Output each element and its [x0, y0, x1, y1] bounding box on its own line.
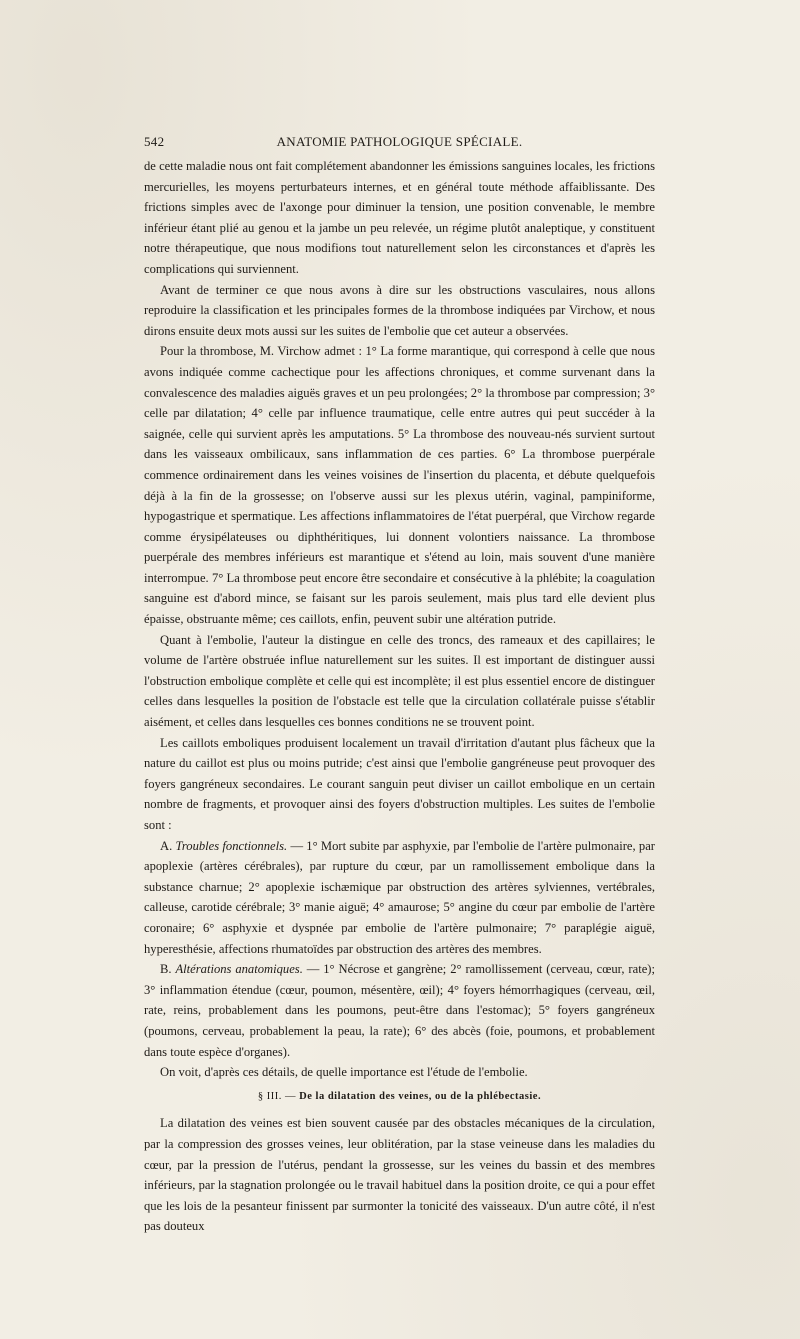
paragraph: Les caillots emboliques produisent localement un travail d'irritation d'autant plus fâcheux que la nature du caillot est plus ou moins putride; c'est ainsi que l'embolie gangréneuse peut provoquer des foyers gangréneux secondaires. Le courant sanguin peut diviser un caillot embolique en un certain nombre de fragments, et provoquer ainsi des foyers d'obstruction multiples. Les suites de l'embolie sont : — [144, 735, 655, 832]
item-label: B. — [160, 962, 172, 977]
paragraph: La dilatation des veines est bien souvent causée par des obstacles mécaniques de la circulation, par la compression des grosses veines, leur oblitération, par la stase veineuse dans les maladies du cœur, par la pression de l'utérus, pendant la grossesse, sur les veines du bassin et des membres inférieurs, par la stagnation prolongée ou le travail habituel dans la position droite, ce qui a pour effet que les lois de la pesanteur finissent par surmonter la tonicité des vaisseaux. D'un autre côté, il n'est pas douteux — [144, 1116, 655, 1234]
item-label-italic: Altérations anatomiques. — [175, 962, 303, 977]
paragraph: On voit, d'après ces détails, de quelle importance est l'étude de l'embolie. — [160, 1065, 528, 1080]
section-title: De la dilatation des veines, ou de la phlébectasie. — [299, 1090, 542, 1102]
item-text: — 1° Nécrose et gangrène; 2° ramollissement (cerveau, cœur, rate); 3° inflammation étendue (cœur, poumon, mésentère, œil); 4° foyers hémorrhagiques (cerveau, œil, rate, reins, probablement dans les poumons, peut-être dans l'estomac); 5° foyers gangréneux (poumons, cerveau, probablement la peau, la rate); 6° des abcès (foie, poumons, et probablement dans toute espèce d'organes). — [144, 962, 655, 1059]
paragraph: Quant à l'embolie, l'auteur la distingue en celle des troncs, des rameaux et des capillaires; le volume de l'artère obstruée influe naturellement sur les suites. Il est important de distinguer aussi l'obstruction embolique complète et celle qui est incomplète; il est plus essentiel encore de distinguer celles dans lesquelles la position de l'obstacle est telle que la circulation collatérale puisse s'établir aisément, et celles dans lesquelles ces bonnes conditions ne se trouvent point. — [144, 632, 655, 730]
paragraph: Avant de terminer ce que nous avons à dire sur les obstructions vasculaires, nous allons reproduire la classification et les principales formes de la thrombose indiquées par Virchow, et nous dirons ensuite deux mots aussi sur les suites de l'embolie que cet auteur a observées. — [144, 282, 655, 338]
paragraph-a — [144, 836, 655, 960]
item-label-italic: Troubles fonctionnels. — [175, 838, 288, 853]
section-prefix: § III. — — [257, 1090, 297, 1102]
running-title: ANATOMIE PATHOLOGIQUE SPÉCIALE. — [276, 134, 523, 149]
section-heading — [144, 1087, 655, 1108]
paragraph: de cette maladie nous ont fait complétement abandonner les émissions sanguines locales, les frictions mercurielles, les moyens perturbateurs internes, et en général toute méthode affaiblissante. Des frictions simples avec de l'axonge pour diminuer la tension, une position convenable, le membre inférieur étant plié au genou et la jambe un peu relevée, un régime plutôt analeptique, y constituent notre thérapeutique, que nous modifions tout naturellement selon les circonstances et d'après les complications qui surviennent. — [144, 159, 655, 276]
item-label: A. — [160, 838, 173, 853]
body-text — [144, 156, 655, 1237]
paragraph: Pour la thrombose, M. Virchow admet : 1° La forme marantique, qui correspond à celle que nous avons indiquée comme cachectique pour les affections chroniques, et comme survenant dans la convalescence des maladies aiguës graves et un peu prolongées; 2° la thrombose par compression; 3° celle par dilatation; 4° celle par influence traumatique, celle entre autres qui peut succéder à la saignée, celle qui survient après les amputations. 5° La thrombose des nouveau-nés survient surtout dans les vaisseaux ombilicaux, sans inflammation de ces parties. 6° La thrombose puerpérale commence ordinairement dans les veines voisines de l'insertion du placenta, et débute quelquefois déjà à la fin de la grossesse; on l'observe aussi sur les plexus utérin, vaginal, pampiniforme, hypogastrique et spermatique. Les affections inflammatoires de l'état puerpéral, que Virchow regarde comme érysipélateuses ou diphthéritiques, lui donnent volontiers naissance. La thrombose puerpérale des membres inférieurs est marantique et s'étend au loin, mais souvent d'une manière interrompue. 7° La thrombose peut encore être secondaire et consécutive à la phlébite; la coagulation sanguine est d'abord mince, se faisant sur les parois seulement, mais plus tard elle devient plus épaisse, obstruante même; ces caillots, enfin, peuvent subir une altération putride. — [144, 344, 655, 627]
page-number: 542 — [144, 134, 165, 149]
item-text: — 1° Mort subite par asphyxie, par l'embolie de l'artère pulmonaire, par apoplexie (artères cérébrales), par rupture du cœur, par un ramollissement embolique dans la substance charnue; 2° apoplexie ischæmique par obstruction des artères sylviennes, vertébrales, calleuse, carotide cérébrale; 3° manie aiguë; 4° amaurose; 5° angine du cœur par embolie de l'artère coronaire; 6° asphyxie et dyspnée par embolie de l'artère pulmonaire; 7° paraplégie aiguë, hyperesthésie, affections rhumatoïdes par obstruction des artères des membres. — [144, 838, 655, 956]
paragraph-b — [144, 959, 655, 1062]
page-header — [144, 134, 655, 154]
